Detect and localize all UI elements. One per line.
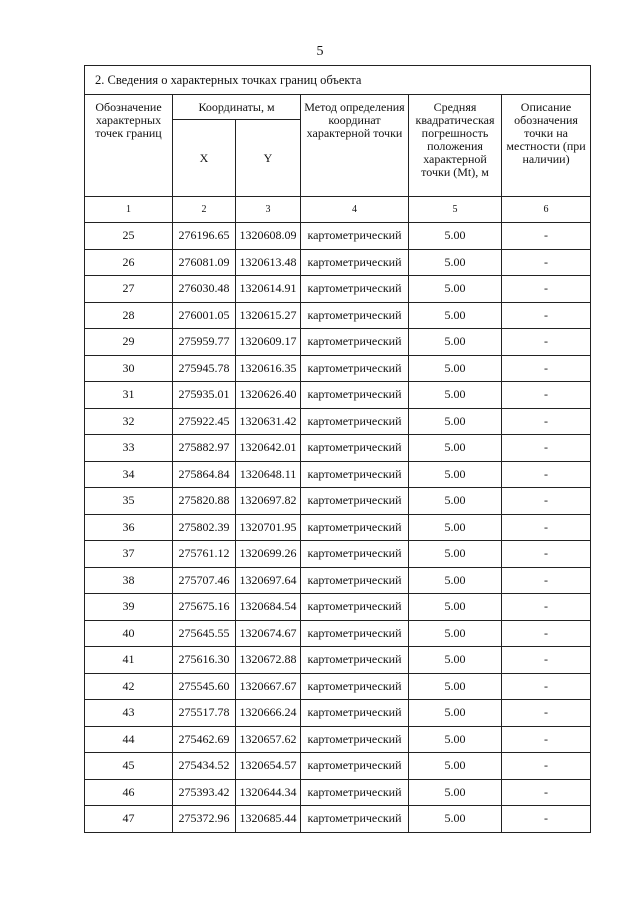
x-coordinate-cell: 275864.84 <box>173 461 236 488</box>
section-title: 2. Сведения о характерных точках границ объекта <box>85 66 591 95</box>
error-cell: 5.00 <box>409 488 502 515</box>
description-cell: - <box>502 753 591 780</box>
error-cell: 5.00 <box>409 514 502 541</box>
description-cell: - <box>502 355 591 382</box>
error-cell: 5.00 <box>409 673 502 700</box>
x-coordinate-cell: 275707.46 <box>173 567 236 594</box>
header-y: Y <box>236 120 301 197</box>
point-cell: 28 <box>85 302 173 329</box>
point-cell: 25 <box>85 223 173 250</box>
x-coordinate-cell: 275882.97 <box>173 435 236 462</box>
y-coordinate-cell: 1320672.88 <box>236 647 301 674</box>
column-number-row <box>85 197 591 223</box>
description-cell: - <box>502 594 591 621</box>
table-row <box>85 541 591 568</box>
x-coordinate-cell: 275761.12 <box>173 541 236 568</box>
description-cell: - <box>502 329 591 356</box>
error-cell: 5.00 <box>409 647 502 674</box>
page-number: 5 <box>316 44 324 59</box>
y-coordinate-cell: 1320699.26 <box>236 541 301 568</box>
table-row <box>85 249 591 276</box>
y-coordinate-cell: 1320657.62 <box>236 726 301 753</box>
description-cell: - <box>502 620 591 647</box>
description-cell: - <box>502 408 591 435</box>
point-cell: 32 <box>85 408 173 435</box>
point-cell: 31 <box>85 382 173 409</box>
y-coordinate-cell: 1320616.35 <box>236 355 301 382</box>
method-cell: картометрический <box>301 435 409 462</box>
table-row <box>85 302 591 329</box>
x-coordinate-cell: 276081.09 <box>173 249 236 276</box>
x-coordinate-cell: 276001.05 <box>173 302 236 329</box>
description-cell: - <box>502 567 591 594</box>
table-row <box>85 329 591 356</box>
error-cell: 5.00 <box>409 541 502 568</box>
boundary-points-table <box>84 65 591 833</box>
table-row <box>85 567 591 594</box>
header-coordinates: Координаты, м <box>173 95 301 120</box>
point-cell: 37 <box>85 541 173 568</box>
method-cell: картометрический <box>301 514 409 541</box>
x-coordinate-cell: 275802.39 <box>173 514 236 541</box>
y-coordinate-cell: 1320609.17 <box>236 329 301 356</box>
x-coordinate-cell: 275820.88 <box>173 488 236 515</box>
method-cell: картометрический <box>301 302 409 329</box>
method-cell: картометрический <box>301 329 409 356</box>
method-cell: картометрический <box>301 276 409 303</box>
table-row <box>85 753 591 780</box>
y-coordinate-cell: 1320654.57 <box>236 753 301 780</box>
y-coordinate-cell: 1320666.24 <box>236 700 301 727</box>
table-row <box>85 408 591 435</box>
y-coordinate-cell: 1320644.34 <box>236 779 301 806</box>
header-method: Метод определения координат характерной точки <box>301 95 409 197</box>
point-cell: 45 <box>85 753 173 780</box>
description-cell: - <box>502 647 591 674</box>
x-coordinate-cell: 275545.60 <box>173 673 236 700</box>
table-row <box>85 355 591 382</box>
point-cell: 41 <box>85 647 173 674</box>
error-cell: 5.00 <box>409 726 502 753</box>
header-description: Описание обозначения точки на местности (при наличии) <box>502 95 591 197</box>
y-coordinate-cell: 1320626.40 <box>236 382 301 409</box>
point-cell: 47 <box>85 806 173 833</box>
point-cell: 40 <box>85 620 173 647</box>
table-row <box>85 726 591 753</box>
column-number: 2 <box>173 197 236 223</box>
table-row <box>85 514 591 541</box>
method-cell: картометрический <box>301 223 409 250</box>
y-coordinate-cell: 1320631.42 <box>236 408 301 435</box>
table-row <box>85 276 591 303</box>
x-coordinate-cell: 276030.48 <box>173 276 236 303</box>
header-x: X <box>173 120 236 197</box>
description-cell: - <box>502 673 591 700</box>
description-cell: - <box>502 382 591 409</box>
method-cell: картометрический <box>301 779 409 806</box>
table-row <box>85 620 591 647</box>
table-row <box>85 673 591 700</box>
method-cell: картометрический <box>301 620 409 647</box>
description-cell: - <box>502 276 591 303</box>
error-cell: 5.00 <box>409 408 502 435</box>
description-cell: - <box>502 514 591 541</box>
column-number: 1 <box>85 197 173 223</box>
table-row <box>85 488 591 515</box>
method-cell: картометрический <box>301 461 409 488</box>
y-coordinate-cell: 1320685.44 <box>236 806 301 833</box>
x-coordinate-cell: 275517.78 <box>173 700 236 727</box>
method-cell: картометрический <box>301 355 409 382</box>
y-coordinate-cell: 1320697.82 <box>236 488 301 515</box>
description-cell: - <box>502 249 591 276</box>
x-coordinate-cell: 275372.96 <box>173 806 236 833</box>
table-row <box>85 647 591 674</box>
method-cell: картометрический <box>301 700 409 727</box>
description-cell: - <box>502 302 591 329</box>
y-coordinate-cell: 1320684.54 <box>236 594 301 621</box>
y-coordinate-cell: 1320674.67 <box>236 620 301 647</box>
y-coordinate-cell: 1320667.67 <box>236 673 301 700</box>
points-table-body <box>85 223 591 833</box>
method-cell: картометрический <box>301 673 409 700</box>
error-cell: 5.00 <box>409 276 502 303</box>
column-number: 3 <box>236 197 301 223</box>
point-cell: 38 <box>85 567 173 594</box>
description-cell: - <box>502 806 591 833</box>
y-coordinate-cell: 1320648.11 <box>236 461 301 488</box>
x-coordinate-cell: 275935.01 <box>173 382 236 409</box>
description-cell: - <box>502 541 591 568</box>
error-cell: 5.00 <box>409 779 502 806</box>
description-cell: - <box>502 461 591 488</box>
method-cell: картометрический <box>301 647 409 674</box>
y-coordinate-cell: 1320613.48 <box>236 249 301 276</box>
column-number: 4 <box>301 197 409 223</box>
method-cell: картометрический <box>301 753 409 780</box>
point-cell: 39 <box>85 594 173 621</box>
y-coordinate-cell: 1320701.95 <box>236 514 301 541</box>
error-cell: 5.00 <box>409 382 502 409</box>
method-cell: картометрический <box>301 541 409 568</box>
error-cell: 5.00 <box>409 435 502 462</box>
method-cell: картометрический <box>301 408 409 435</box>
error-cell: 5.00 <box>409 620 502 647</box>
description-cell: - <box>502 435 591 462</box>
x-coordinate-cell: 275945.78 <box>173 355 236 382</box>
table-row <box>85 806 591 833</box>
header-point-designation: Обозначение характерных точек границ <box>85 95 173 197</box>
error-cell: 5.00 <box>409 223 502 250</box>
description-cell: - <box>502 700 591 727</box>
y-coordinate-cell: 1320608.09 <box>236 223 301 250</box>
x-coordinate-cell: 275434.52 <box>173 753 236 780</box>
x-coordinate-cell: 275645.55 <box>173 620 236 647</box>
point-cell: 36 <box>85 514 173 541</box>
y-coordinate-cell: 1320614.91 <box>236 276 301 303</box>
point-cell: 34 <box>85 461 173 488</box>
error-cell: 5.00 <box>409 753 502 780</box>
method-cell: картометрический <box>301 806 409 833</box>
x-coordinate-cell: 275675.16 <box>173 594 236 621</box>
description-cell: - <box>502 726 591 753</box>
table-row <box>85 223 591 250</box>
error-cell: 5.00 <box>409 329 502 356</box>
x-coordinate-cell: 275616.30 <box>173 647 236 674</box>
x-coordinate-cell: 276196.65 <box>173 223 236 250</box>
point-cell: 30 <box>85 355 173 382</box>
point-cell: 33 <box>85 435 173 462</box>
table-row <box>85 594 591 621</box>
x-coordinate-cell: 275959.77 <box>173 329 236 356</box>
error-cell: 5.00 <box>409 355 502 382</box>
error-cell: 5.00 <box>409 594 502 621</box>
method-cell: картометрический <box>301 567 409 594</box>
point-cell: 26 <box>85 249 173 276</box>
y-coordinate-cell: 1320615.27 <box>236 302 301 329</box>
error-cell: 5.00 <box>409 461 502 488</box>
error-cell: 5.00 <box>409 567 502 594</box>
method-cell: картометрический <box>301 382 409 409</box>
description-cell: - <box>502 779 591 806</box>
method-cell: картометрический <box>301 594 409 621</box>
point-cell: 44 <box>85 726 173 753</box>
column-number: 5 <box>409 197 502 223</box>
point-cell: 46 <box>85 779 173 806</box>
error-cell: 5.00 <box>409 302 502 329</box>
point-cell: 43 <box>85 700 173 727</box>
y-coordinate-cell: 1320642.01 <box>236 435 301 462</box>
x-coordinate-cell: 275393.42 <box>173 779 236 806</box>
table-row <box>85 779 591 806</box>
x-coordinate-cell: 275462.69 <box>173 726 236 753</box>
method-cell: картометрический <box>301 726 409 753</box>
error-cell: 5.00 <box>409 806 502 833</box>
description-cell: - <box>502 488 591 515</box>
point-cell: 42 <box>85 673 173 700</box>
error-cell: 5.00 <box>409 249 502 276</box>
table-row <box>85 461 591 488</box>
error-cell: 5.00 <box>409 700 502 727</box>
table-row <box>85 700 591 727</box>
point-cell: 35 <box>85 488 173 515</box>
header-error: Средняя квадратическая погрешность положения характерной точки (Mt), м <box>409 95 502 197</box>
method-cell: картометрический <box>301 249 409 276</box>
point-cell: 29 <box>85 329 173 356</box>
table-row <box>85 382 591 409</box>
method-cell: картометрический <box>301 488 409 515</box>
column-number: 6 <box>502 197 591 223</box>
table-row <box>85 435 591 462</box>
description-cell: - <box>502 223 591 250</box>
point-cell: 27 <box>85 276 173 303</box>
x-coordinate-cell: 275922.45 <box>173 408 236 435</box>
y-coordinate-cell: 1320697.64 <box>236 567 301 594</box>
